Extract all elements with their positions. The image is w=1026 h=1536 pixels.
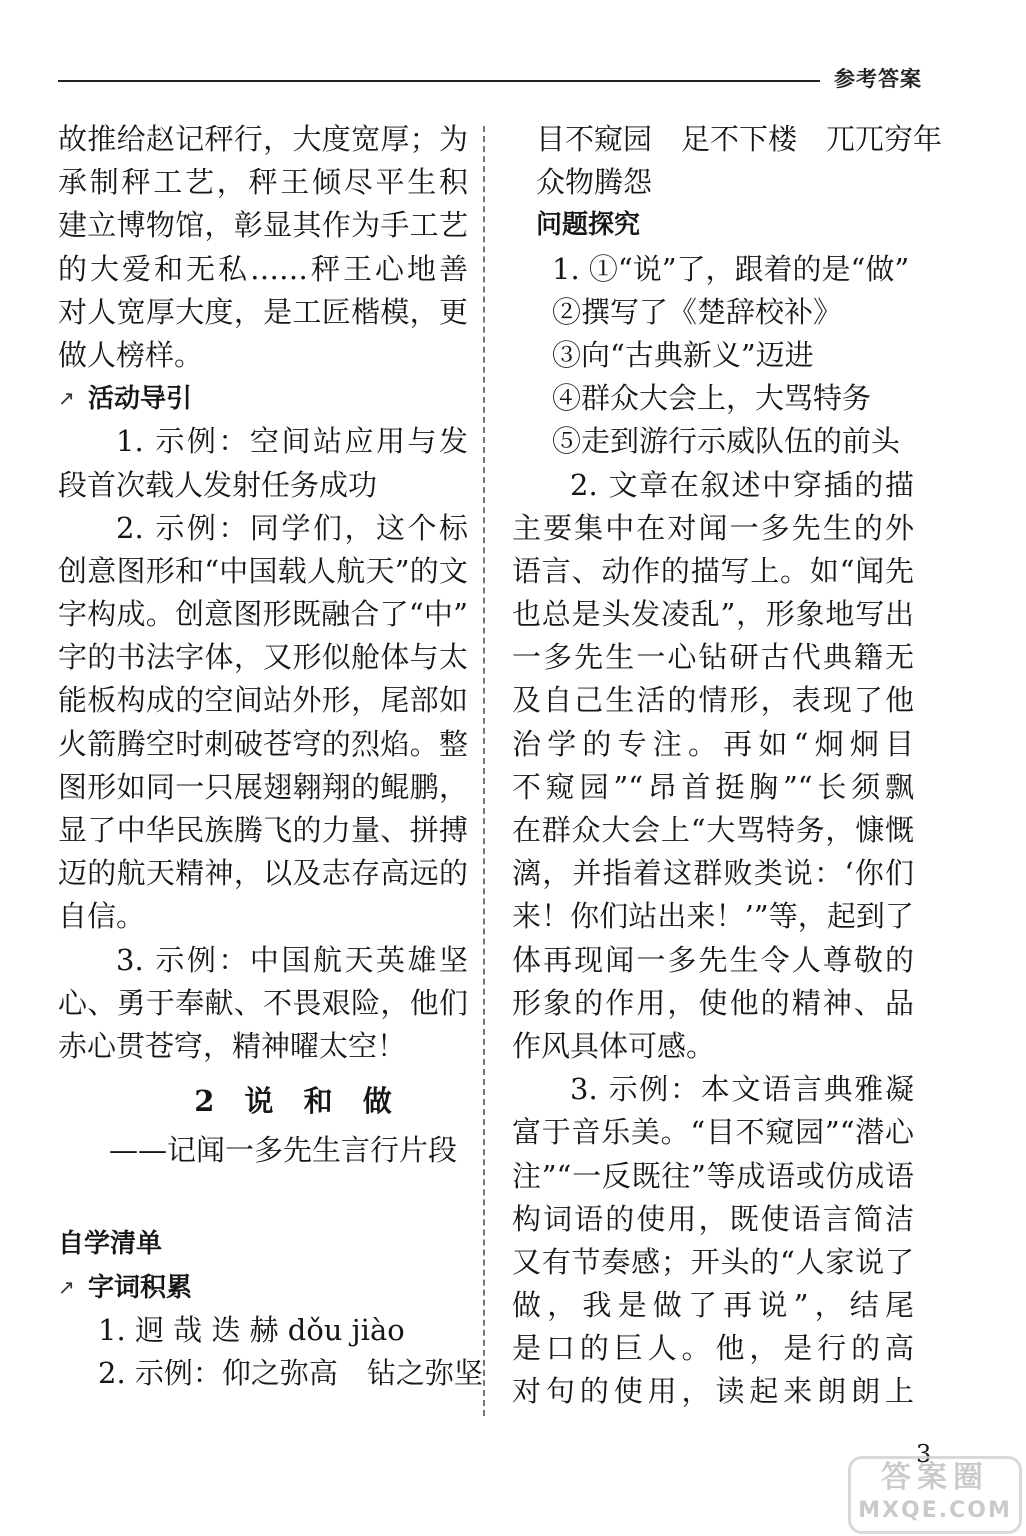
- text-line: ②撰写了《楚辞校补》: [552, 294, 843, 329]
- text-line: 能板构成的空间站外形，尾部如: [58, 683, 468, 718]
- text-line: ④群众大会上，大骂特务: [552, 381, 872, 416]
- text-line: 对人宽厚大度，是工匠楷模，更: [58, 294, 468, 329]
- text-line: ⑤走到游行示威队伍的前头: [552, 424, 901, 459]
- text-line: 字构成。创意图形既融合了“中”: [58, 597, 468, 632]
- text-line: 治学的专注。再如“炯炯目: [512, 726, 914, 761]
- text-line: 漓，并指着这群败类说：‘你们: [512, 856, 914, 891]
- text-line: 目不窥园 足不下楼 兀兀穷年: [536, 122, 943, 156]
- text-line: 又有节奏感；开头的“人家说了: [512, 1244, 914, 1279]
- text-line: 形象的作用，使他的精神、品: [512, 985, 914, 1020]
- lesson-title: 2 说 和 做: [194, 1084, 402, 1119]
- text-line: 体再现闻一多先生令人尊敬的: [512, 942, 914, 977]
- text-line: 创意图形和“中国载人航天”的文: [58, 553, 468, 588]
- words-item-2-continued: [512, 118, 943, 204]
- running-header: 参考答案: [834, 67, 922, 91]
- watermark-text: 答案圈: [881, 1460, 989, 1495]
- text-line: 语言、动作的描写上。如“闻先: [512, 553, 914, 588]
- text-line: 自信。: [58, 899, 146, 934]
- text-line: 作风具体可感。: [512, 1028, 716, 1063]
- text-line: 火箭腾空时刺破苍穹的烈焰。整: [58, 726, 468, 761]
- spacer: [58, 1179, 468, 1222]
- inquiry-heading: 问题探究: [536, 210, 641, 241]
- question-3-answer: [512, 1068, 914, 1414]
- text-line: 赤心贯苍穹，精神曜太空！: [58, 1028, 407, 1063]
- text-line: 故推给赵记秤行，大度宽厚；为: [58, 122, 468, 156]
- paragraph-summary: [58, 118, 468, 377]
- text-line: 3. 示例：本文语言典雅凝: [570, 1072, 914, 1107]
- right-column: [512, 118, 943, 1414]
- text-line: 构词语的使用，既使语言简洁: [512, 1201, 914, 1236]
- text-line: 是口的巨人。他，是行的高: [512, 1331, 914, 1366]
- header-rule: [58, 80, 820, 82]
- question-1-answers: [512, 248, 914, 464]
- text-line: 主要集中在对闻一多先生的外: [512, 510, 914, 545]
- text-line: 在群众大会上“大骂特务，慷慨: [512, 813, 914, 847]
- answer-item-2: [58, 507, 468, 939]
- words-item-2: 2. 示例：仰之弥高 钻之弥坚: [98, 1356, 483, 1391]
- text-line: 1. 示例：空间站应用与发: [116, 424, 468, 459]
- text-line: 富于音乐美。“目不窥园”“潜心: [512, 1115, 914, 1150]
- text-line: 建立博物馆，彰显其作为手工艺: [58, 208, 468, 243]
- text-line: 及自己生活的情形，表现了他: [512, 683, 914, 718]
- text-line: 显了中华民族腾飞的力量、拼搏: [58, 813, 468, 847]
- section-heading-label: 字词积累: [88, 1272, 193, 1303]
- words-item-1: 1. 迥 哉 迭 赫 dǒu jiào: [98, 1312, 405, 1347]
- text-line: 段首次载人发射任务成功: [58, 467, 378, 502]
- answer-item-1: [58, 420, 468, 506]
- text-line: 众物腾怨: [536, 165, 653, 200]
- question-2-answer: [512, 464, 914, 1069]
- bullet-arrow-icon: ↗: [58, 1274, 75, 1299]
- text-line: 也总是头发凌乱”，形象地写出: [512, 597, 914, 632]
- text-line: 2. 示例：同学们，这个标: [116, 510, 468, 545]
- section-heading-words: [58, 1266, 468, 1309]
- text-line: 2. 文章在叙述中穿插的描: [570, 467, 914, 502]
- answer-item-3: [58, 939, 468, 1069]
- watermark-logo: [848, 1456, 1022, 1534]
- section-heading-label: 活动导引: [88, 384, 193, 415]
- text-line: 图形如同一只展翅翱翔的鲲鹏，: [58, 769, 468, 804]
- lesson-subtitle: ——记闻一多先生言行片段: [108, 1133, 457, 1168]
- section-heading-activity: [58, 377, 468, 420]
- bullet-arrow-icon: ↗: [58, 386, 75, 411]
- text-line: 做人榜样。: [58, 337, 204, 372]
- column-divider: [483, 126, 485, 1416]
- text-line: 注”“一反既往”等成语或仿成语: [512, 1158, 914, 1193]
- text-line: 的大爱和无私……秤王心地善: [58, 251, 468, 286]
- text-line: 做，我是做了再说”，结尾: [512, 1288, 914, 1323]
- text-line: 不窥园”“昂首挺胸”“长须飘: [512, 769, 914, 804]
- watermark-domain: MXQE.COM: [858, 1498, 1012, 1523]
- left-column: [58, 118, 483, 1395]
- text-line: ③向“古典新义”迈进: [552, 337, 814, 372]
- text-line: 1. ①“说”了，跟着的是“做”: [552, 251, 910, 286]
- text-line: 对句的使用，读起来朗朗上: [512, 1374, 914, 1409]
- text-line: 来！你们站出来！’”等，起到了: [512, 899, 914, 934]
- text-line: 承制秤工艺，秤王倾尽平生积: [58, 165, 468, 200]
- text-line: 一多先生一心钻研古代典籍无: [512, 640, 914, 675]
- text-line: 3. 示例：中国航天英雄坚: [116, 942, 468, 977]
- text-line: 迈的航天精神，以及志存高远的: [58, 856, 468, 891]
- text-line: 心、勇于奉献、不畏艰险，他们: [58, 985, 468, 1020]
- self-study-heading: 自学清单: [58, 1228, 163, 1259]
- text-line: 字的书法字体，又形似舱体与太: [58, 640, 468, 675]
- page-number: 3: [916, 1440, 932, 1468]
